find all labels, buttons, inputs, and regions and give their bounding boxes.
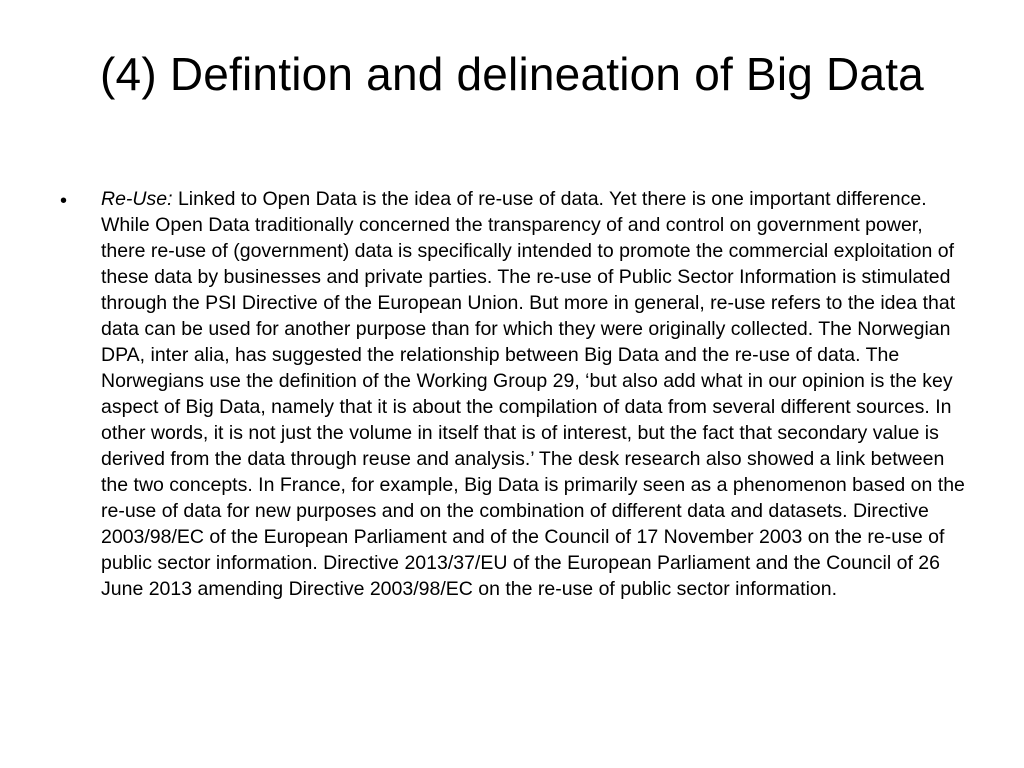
body-text: Linked to Open Data is the idea of re-use of data. Yet there is one important difference. While Open Data traditionally concerned the transparency of and control on government power, there re-use of (government) data is specifically intended to promote the commercial exploitation of these data by businesses and private parties. The re-use of Public Sector Information is stimulated through the PSI Directive of the European Union. But more in general, re-use refers to the idea that data can be used for another purpose than for which they were originally collected. The Norwegian DPA, inter alia, has suggested the relationship between Big Data and the re-use of data. The Norwegians use the definition of the Working Group 29, ‘but also add what in our opinion is the key aspect of Big Data, namely that it is about the compilation of data from several different sources. In other words, it is not just the volume in itself that is of interest, but the fact that secondary value is derived from the data through reuse and analysis.’ The desk research also showed a link between the two concepts. In France, for example, Big Data is primarily seen as a phenomenon based on the re-use of data for new purposes and on the combination of different data and datasets. Directive 2003/98/EC of the European Parliament and of the Council of 17 November 2003 on the re-use of public sector information. Directive 2013/37/EU of the European Parliament and the Council of 26 June 2013 amending Directive 2003/98/EC on the re-use of public sector information. [101, 188, 965, 600]
body-paragraph [101, 186, 971, 602]
slide-title: (4) Defintion and delineation of Big Data [100, 48, 924, 100]
bullet-point-icon: • [60, 190, 68, 212]
term-label: Re-Use: [101, 188, 173, 210]
